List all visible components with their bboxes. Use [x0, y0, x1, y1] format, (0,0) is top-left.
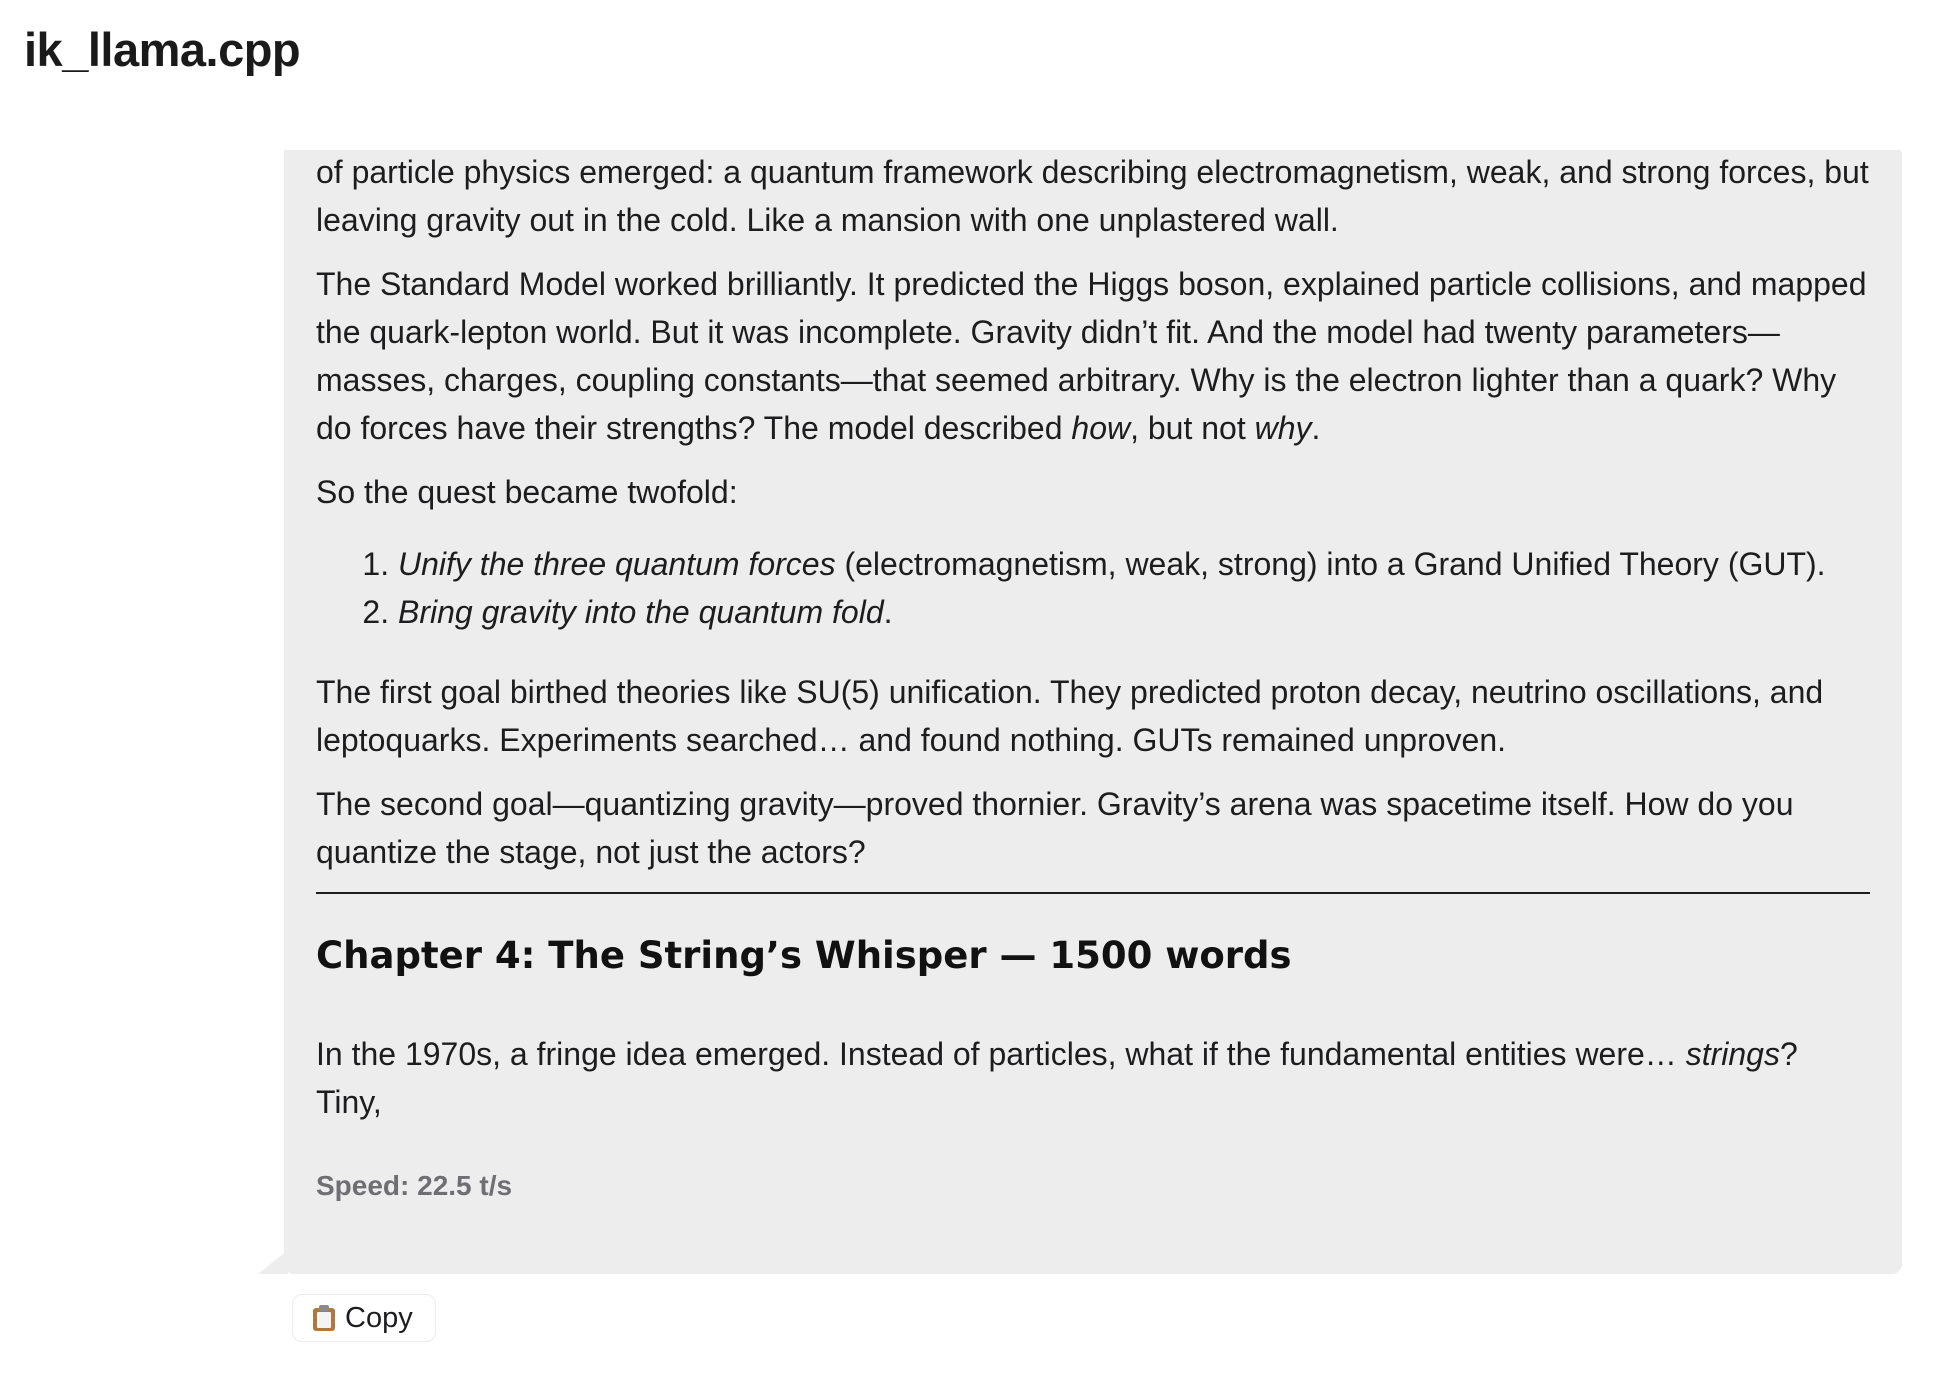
message-paragraph: So the quest became twofold:: [316, 474, 738, 510]
assistant-message-bubble: [284, 150, 1902, 1274]
message-paragraph: The first goal birthed theories like SU(5) unification. They predicted proton decay, neutrino oscillations, and leptoquarks. Experiments searched… and found nothing. GUTs remained unproven.: [316, 674, 1824, 758]
generation-speed: Speed: 22.5 t/s: [316, 1170, 513, 1201]
message-paragraph: of particle physics emerged: a quantum framework describing electromagnetism, weak, and strong forces, but leaving gravity out in the cold. Like a mansion with one unplastered wall.: [316, 154, 1869, 238]
clipboard-icon: [313, 1305, 335, 1331]
copy-button-label: Copy: [345, 1301, 413, 1334]
section-divider: [316, 892, 1870, 894]
goal-list: [316, 540, 1870, 636]
chapter-heading: Chapter 4: The String’s Whisper — 1500 words: [316, 934, 1292, 977]
message-body: [316, 150, 1870, 1210]
message-paragraph: The second goal—quantizing gravity—proved thornier. Gravity’s arena was spacetime itself. How do you quantize the stage, not just the actors?: [316, 786, 1794, 870]
message-paragraph: In the 1970s, a fringe idea emerged. Instead of particles, what if the fundamental entities were… strings? Tiny,: [316, 1036, 1798, 1120]
list-item: 1. Unify the three quantum forces (electromagnetism, weak, strong) into a Grand Unified Theory (GUT).: [398, 540, 1870, 588]
app-title: ik_llama.cpp: [24, 23, 301, 76]
message-paragraph: The Standard Model worked brilliantly. It predicted the Higgs boson, explained particle collisions, and mapped the quark-lepton world. But it was incomplete. Gravity didn’t fit. And the model had twenty parameters—masses, charges, coupling constants—that seemed arbitrary. Why is the electron lighter than a quark? Why do forces have their strengths? The model described how, but not why.: [316, 266, 1867, 446]
copy-button[interactable]: [292, 1294, 436, 1342]
list-item: 2. Bring gravity into the quantum fold.: [398, 588, 1870, 636]
